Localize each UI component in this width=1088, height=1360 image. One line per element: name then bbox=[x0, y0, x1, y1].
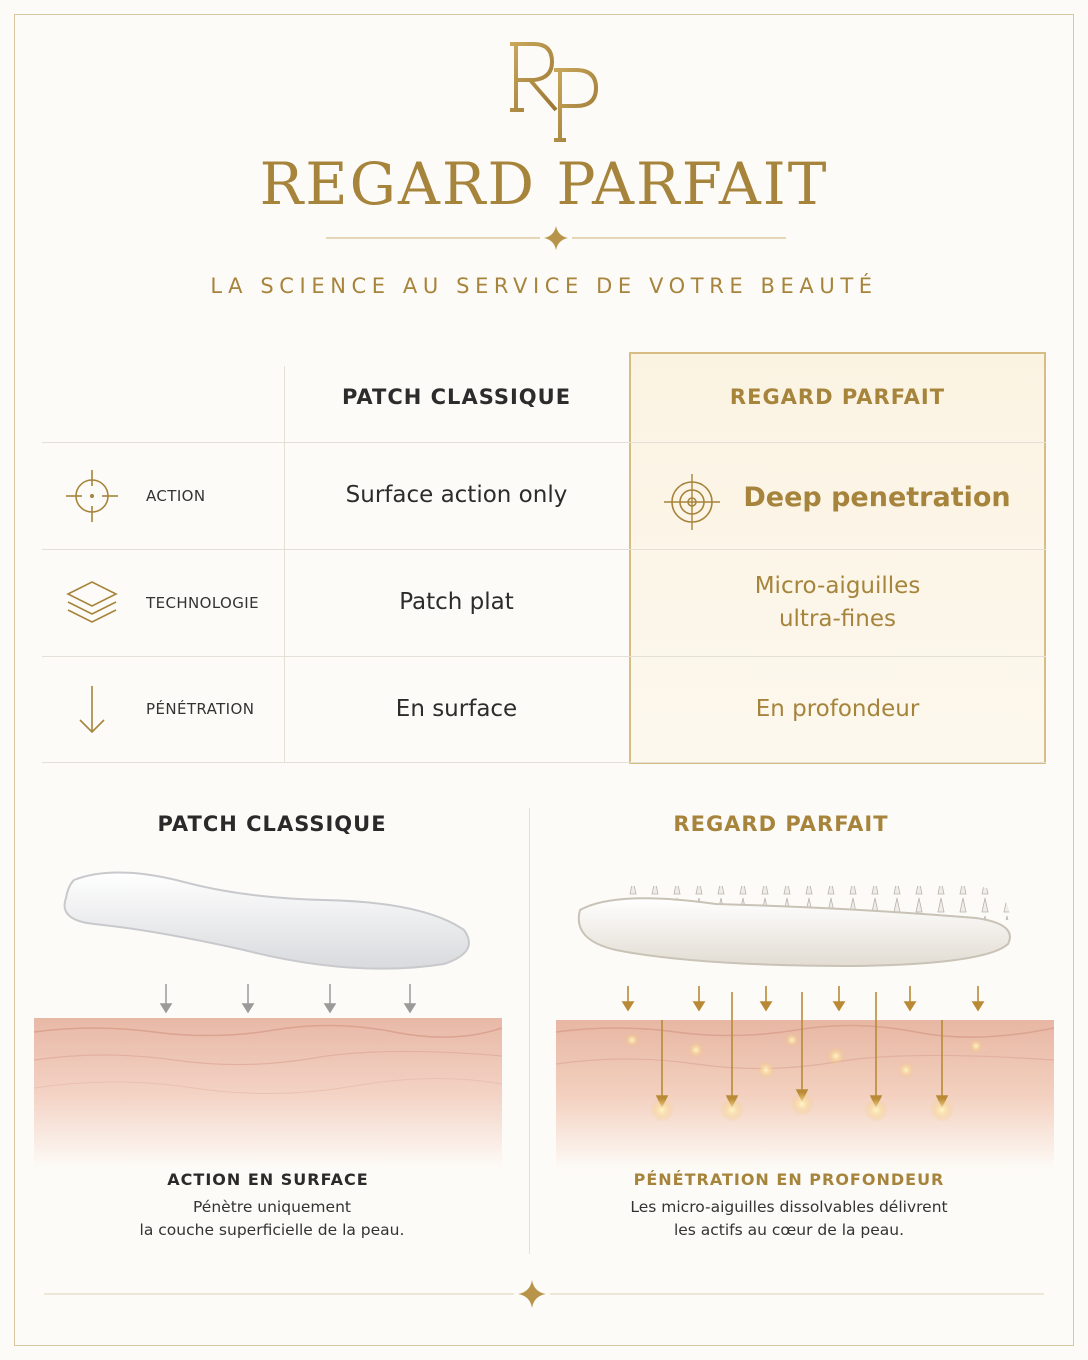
premium-penetration: En profondeur bbox=[755, 695, 920, 722]
classic-caption-title: ACTION EN SURFACE bbox=[167, 1170, 369, 1189]
classic-caption-line2: la couche superficielle de la peau. bbox=[139, 1221, 405, 1239]
premium-technologie-line1: Micro-aiguilles bbox=[754, 572, 921, 599]
classic-technologie: Patch plat bbox=[399, 589, 514, 615]
premium-section-title: REGARD PARFAIT bbox=[673, 812, 889, 836]
arrow-down-icon bbox=[62, 676, 122, 744]
premium-patch-illustration bbox=[556, 860, 1054, 1170]
classic-action: Surface action only bbox=[345, 482, 568, 508]
target-icon bbox=[662, 468, 722, 536]
premium-technologie-line2: ultra-fines bbox=[778, 605, 897, 632]
classic-patch-illustration bbox=[34, 860, 502, 1170]
layers-icon bbox=[62, 570, 122, 638]
classic-penetration: En surface bbox=[395, 695, 518, 722]
row-label-penetration: PÉNÉTRATION bbox=[146, 700, 255, 718]
ornament-divider bbox=[44, 1280, 1044, 1310]
tagline: LA SCIENCE AU SERVICE DE VOTRE BEAUTÉ bbox=[210, 274, 878, 298]
classic-section-title: PATCH CLASSIQUE bbox=[157, 812, 387, 836]
header-premium: REGARD PARFAIT bbox=[729, 385, 946, 409]
row-divider bbox=[42, 762, 1046, 763]
premium-caption-title: PÉNÉTRATION EN PROFONDEUR bbox=[633, 1170, 945, 1189]
comparison-table bbox=[42, 352, 1046, 764]
header-classic: PATCH CLASSIQUE bbox=[341, 385, 572, 409]
premium-technologie bbox=[629, 549, 1046, 656]
target-icon bbox=[62, 462, 122, 530]
classic-caption-line1: Pénètre uniquement bbox=[193, 1198, 351, 1216]
premium-action: Deep penetration bbox=[743, 482, 1011, 513]
premium-caption-text bbox=[556, 1196, 1022, 1242]
row-label-action: ACTION bbox=[146, 486, 206, 505]
brand-name: REGARD PARFAIT bbox=[259, 150, 829, 218]
classic-caption-text bbox=[34, 1196, 510, 1242]
premium-caption-line1: Les micro-aiguilles dissolvables délivrent bbox=[630, 1198, 948, 1216]
section-divider bbox=[529, 808, 530, 1254]
row-label-technologie: TECHNOLOGIE bbox=[146, 593, 259, 612]
ornament-divider bbox=[0, 226, 1088, 250]
premium-caption-line2: les actifs au cœur de la peau. bbox=[673, 1221, 905, 1239]
logo-monogram bbox=[0, 38, 1088, 148]
